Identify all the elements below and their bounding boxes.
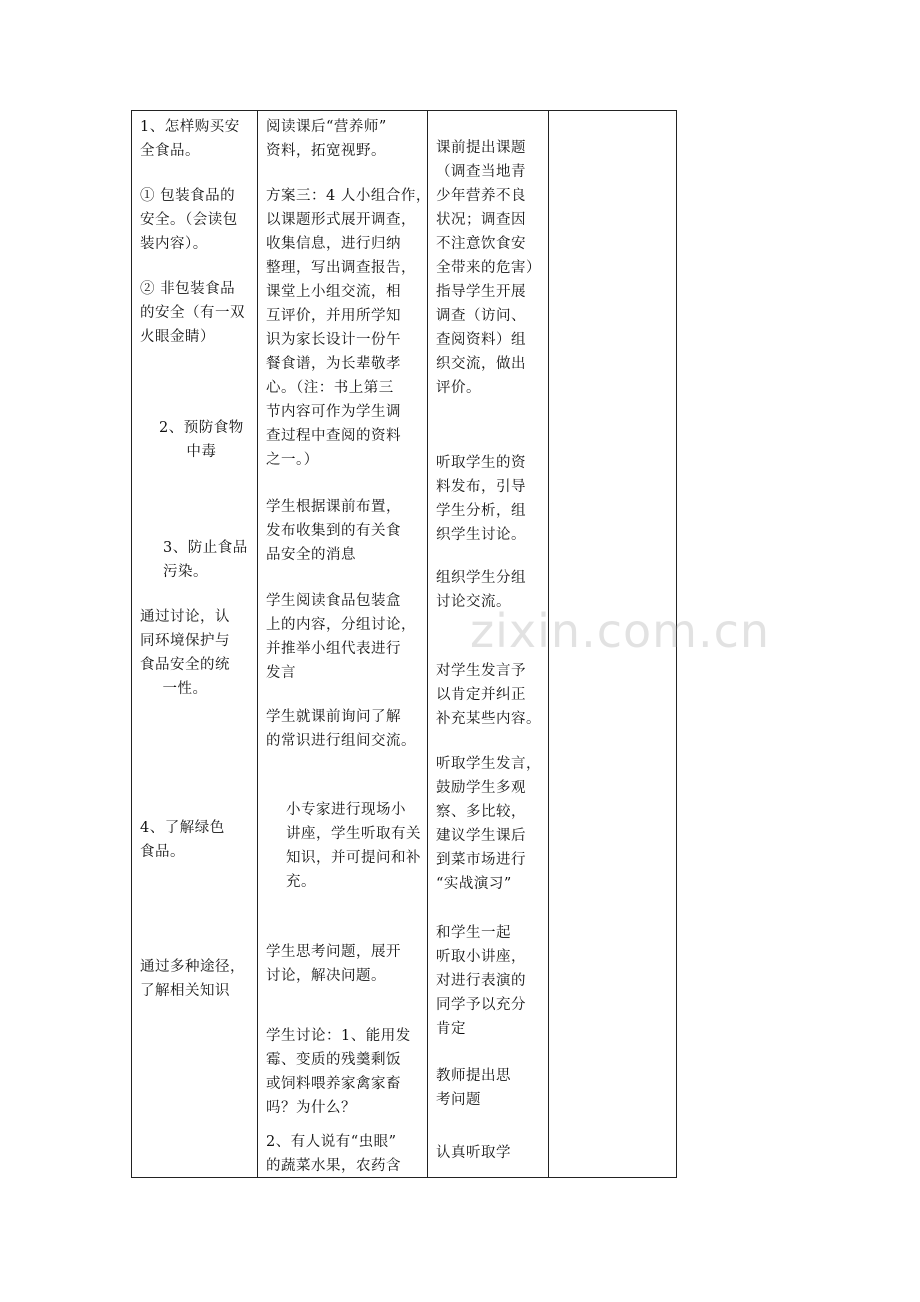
text-line: 查阅资料）组 — [436, 332, 526, 348]
text-line: 发言 — [266, 665, 296, 681]
text-line: 讨论交流。 — [436, 594, 511, 610]
content-block — [266, 705, 416, 753]
text-line: 互评价，并用所学知 — [266, 308, 401, 324]
text-line: 2、有人说有“虫眼” — [266, 1134, 397, 1150]
content-block — [436, 1141, 511, 1165]
text-line: 食品安全的统 — [140, 657, 230, 673]
text-line: 对进行表演的 — [436, 973, 526, 989]
content-block — [266, 1130, 401, 1178]
content-block — [266, 798, 421, 894]
text-line: 少年营养不良 — [436, 188, 526, 204]
text-line: 之一。） — [266, 452, 319, 468]
content-block — [436, 752, 541, 896]
content-block — [436, 921, 526, 1041]
content-block — [140, 115, 240, 163]
text-line: 节内容可作为学生调 — [266, 404, 401, 420]
text-line: 鼓励学生多观 — [436, 780, 526, 796]
text-line: 料发布，引导 — [436, 479, 526, 495]
text-line: 以课题形式展开调查， — [266, 212, 416, 228]
text-line: 学生阅读食品包装盒 — [266, 593, 401, 609]
text-line: 同学予以充分 — [436, 997, 526, 1013]
text-line: 讨论，解决问题。 — [266, 968, 386, 984]
watermark-text: zixin.com.cn — [470, 604, 771, 658]
text-line: 4、了解绿色 — [140, 820, 225, 836]
text-line: 中毒 — [186, 444, 217, 460]
text-line: 课堂上小组交流，相 — [266, 284, 401, 300]
text-line: 讲座，学生听取有关 — [286, 826, 421, 842]
text-line: 发布收集到的有关食 — [266, 523, 401, 539]
text-line: 补充某些内容。 — [436, 711, 541, 727]
text-line: 污染。 — [163, 564, 208, 580]
text-line: 状况；调查因 — [436, 212, 526, 228]
text-line: 吗？为什么？ — [266, 1100, 356, 1116]
text-line: 建议学生课后 — [436, 828, 526, 844]
text-line: 食品。 — [140, 844, 185, 860]
text-line: 听取学生的资 — [436, 455, 526, 471]
text-line: 通过讨论，认 — [140, 609, 230, 625]
content-block — [266, 940, 401, 988]
content-block — [140, 816, 225, 864]
text-line: 了解相关知识 — [140, 983, 230, 999]
text-line: 的安全（有一双 — [140, 305, 245, 321]
text-line: 火眼金睛） — [140, 329, 215, 345]
text-line: 同环境保护与 — [140, 633, 230, 649]
text-line: 学生思考问题，展开 — [266, 944, 401, 960]
text-line: 阅读课后“营养师” — [266, 119, 387, 135]
text-line: 课前提出课题 — [436, 140, 526, 156]
content-block — [436, 136, 541, 400]
content-block — [436, 659, 541, 731]
text-line: 收集信息，进行归纳 — [266, 236, 401, 252]
text-line: 和学生一起 — [436, 925, 511, 941]
text-line: 听取小讲座， — [436, 949, 526, 965]
text-line: 织交流，做出 — [436, 356, 526, 372]
text-line: 上的内容，分组讨论， — [266, 617, 416, 633]
text-line: 1、怎样购买安 — [140, 119, 240, 135]
text-line: 通过多种途径， — [140, 959, 245, 975]
text-line: 品安全的消息 — [266, 547, 356, 563]
text-line: 不注意饮食安 — [436, 236, 526, 252]
text-line: 到菜市场进行 — [436, 852, 526, 868]
text-line: 餐食谱，为长辈敬孝 — [266, 356, 401, 372]
text-line: 方案三：4 人小组合作， — [266, 188, 431, 204]
text-line: 调查（访问、 — [436, 308, 526, 324]
text-line: 小专家进行现场小 — [286, 802, 406, 818]
text-line: 认真听取学 — [436, 1145, 511, 1161]
text-line: 3、防止食品 — [163, 540, 248, 556]
text-line: 整理，写出调查报告， — [266, 260, 416, 276]
text-line: 评价。 — [436, 380, 481, 396]
text-line: 或饲料喂养家禽家畜 — [266, 1076, 401, 1092]
text-line: 查过程中查阅的资料 — [266, 428, 401, 444]
content-block — [163, 536, 248, 584]
text-line: 全食品。 — [140, 143, 200, 159]
content-block — [266, 1024, 411, 1120]
text-line: 并推举小组代表进行 — [266, 641, 401, 657]
content-block — [140, 605, 230, 701]
text-line: 识为家长设计一份午 — [266, 332, 401, 348]
text-line: 的蔬菜水果，农药含 — [266, 1158, 401, 1174]
text-line: 装内容）。 — [140, 236, 208, 252]
text-line: 教师提出思 — [436, 1068, 511, 1084]
content-block — [140, 277, 245, 349]
text-line: 对学生发言予 — [436, 663, 526, 679]
text-line: 指导学生开展 — [436, 284, 526, 300]
text-line: 知识，并可提问和补 — [286, 850, 421, 866]
content-block — [436, 1064, 511, 1112]
content-block — [266, 184, 431, 472]
text-line: “实战演习” — [436, 876, 512, 892]
content-block — [266, 495, 401, 567]
text-line: 组织学生分组 — [436, 570, 526, 586]
text-line: 全带来的危害） — [436, 260, 541, 276]
text-line: 霉、变质的残羹剩饭 — [266, 1052, 401, 1068]
text-line: 学生就课前询问了解 — [266, 709, 401, 725]
text-line: 学生讨论：1、能用发 — [266, 1028, 411, 1044]
text-line: 资料，拓宽视野。 — [266, 143, 386, 159]
text-line: 学生根据课前布置， — [266, 499, 401, 515]
student-activity-column — [258, 111, 431, 1177]
text-line: 察、多比较， — [436, 804, 526, 820]
content-block — [436, 451, 526, 547]
content-block — [140, 184, 238, 256]
content-column — [132, 111, 257, 1177]
content-block — [266, 115, 387, 163]
text-line: 的常识进行组间交流。 — [266, 733, 416, 749]
text-line: 安全。（会读包 — [140, 212, 238, 228]
text-line: 2、预防食物 — [159, 420, 244, 436]
text-line: 以肯定并纠正 — [436, 687, 526, 703]
text-line: 织学生讨论。 — [436, 527, 526, 543]
text-line: ② 非包装食品 — [140, 281, 236, 297]
content-block — [159, 416, 244, 464]
text-line: 充。 — [286, 874, 316, 890]
text-line: 考问题 — [436, 1092, 481, 1108]
text-line: 听取学生发言， — [436, 756, 541, 772]
text-line: ① 包装食品的 — [140, 188, 236, 204]
text-line: 一性。 — [162, 681, 208, 697]
content-block — [140, 955, 245, 1003]
text-line: 学生分析，组 — [436, 503, 526, 519]
text-line: 心。（注：书上第三 — [266, 380, 394, 396]
content-block — [266, 589, 416, 685]
text-line: 肯定 — [436, 1021, 466, 1037]
text-line: （调查当地青 — [436, 164, 526, 180]
